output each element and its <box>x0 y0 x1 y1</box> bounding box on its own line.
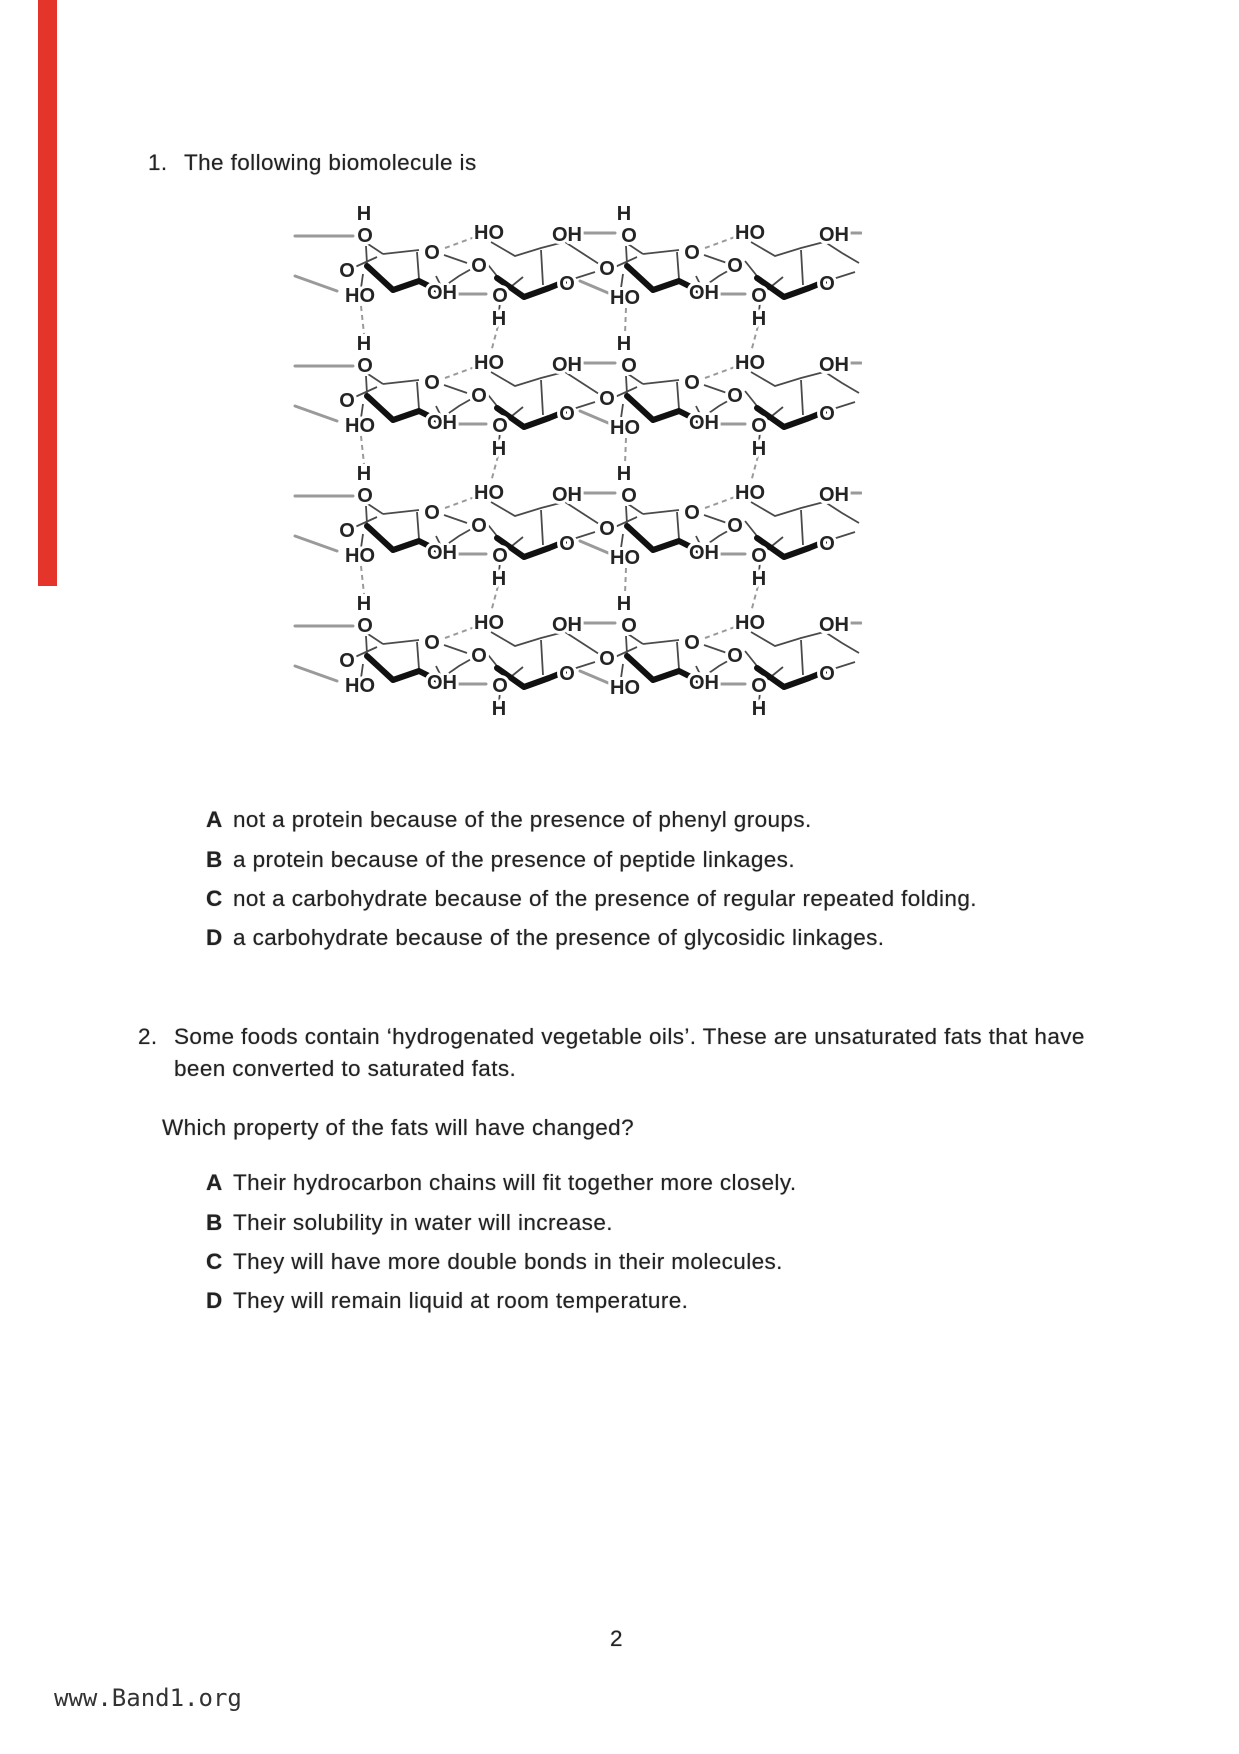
atom-label: O <box>684 242 700 264</box>
atom-label: HO <box>610 677 640 699</box>
atom-label: O <box>751 285 767 307</box>
atom-label: O <box>492 675 508 697</box>
atom-label: OH <box>552 224 582 246</box>
atom-label: HO <box>610 417 640 439</box>
atom-label: OH <box>689 412 719 434</box>
atom-label: OH <box>427 672 457 694</box>
q1-option-d <box>206 923 884 953</box>
question-1-title <box>148 148 477 178</box>
atom-label: HO <box>345 675 375 697</box>
atom-label: O <box>621 355 637 377</box>
atom-label: O <box>621 225 637 247</box>
atom-label: H <box>616 593 632 615</box>
atom-label: H <box>616 333 632 355</box>
glucose-chain-row <box>295 333 861 482</box>
atom-label: O <box>357 355 373 377</box>
atom-label: O <box>684 502 700 524</box>
q2-option-a-text: Their hydrocarbon chains will fit together more closely. <box>233 1170 797 1195</box>
atom-label: O <box>751 545 767 567</box>
atom-label: HO <box>610 547 640 569</box>
atom-label: O <box>819 663 835 685</box>
atom-label: O <box>424 632 440 654</box>
q2-option-b-text: Their solubility in water will increase. <box>233 1210 613 1235</box>
glucose-chain-row <box>295 463 861 612</box>
atom-label: H <box>751 568 767 590</box>
atom-label: O <box>424 242 440 264</box>
atom-label: O <box>471 255 487 277</box>
q1-option-d-text: a carbohydrate because of the presence of glycosidic linkages. <box>233 925 885 950</box>
atom-label: OH <box>427 542 457 564</box>
atom-label: O <box>339 520 355 542</box>
atom-label: H <box>616 203 632 225</box>
question-1-number: 1. <box>148 150 168 175</box>
atom-label: HO <box>735 222 765 244</box>
atom-label: H <box>751 438 767 460</box>
q1-option-c-label: C <box>206 886 223 911</box>
q1-option-b <box>206 845 795 875</box>
atom-label: O <box>684 372 700 394</box>
atom-label: H <box>751 698 767 720</box>
atom-label: H <box>751 308 767 330</box>
atom-label: O <box>339 390 355 412</box>
q1-option-b-label: B <box>206 847 223 872</box>
q1-option-c-text: not a carbohydrate because of the presence of regular repeated folding. <box>233 886 977 911</box>
atom-label: O <box>357 615 373 637</box>
atom-label: OH <box>689 542 719 564</box>
atom-label: O <box>357 485 373 507</box>
atom-label: O <box>559 663 575 685</box>
atom-label: HO <box>474 612 504 634</box>
atom-label: O <box>599 648 615 670</box>
atom-label: O <box>424 372 440 394</box>
atom-label: OH <box>819 224 849 246</box>
q1-option-b-text: a protein because of the presence of peptide linkages. <box>233 847 795 872</box>
q2-option-c <box>206 1247 783 1277</box>
atom-label: OH <box>689 282 719 304</box>
atom-label: H <box>491 698 507 720</box>
atom-label: O <box>727 515 743 537</box>
atom-label: OH <box>552 614 582 636</box>
q2-option-d <box>206 1286 688 1316</box>
glucose-chain-row <box>295 203 861 352</box>
atom-label: HO <box>474 482 504 504</box>
atom-label: O <box>471 385 487 407</box>
atom-label: O <box>727 255 743 277</box>
question-2-block <box>138 1022 1085 1084</box>
atom-label: O <box>559 533 575 555</box>
atom-label: H <box>616 463 632 485</box>
atom-label: OH <box>819 484 849 506</box>
atom-label: O <box>819 403 835 425</box>
page-number: 2 <box>610 1626 623 1651</box>
atom-label: HO <box>474 352 504 374</box>
atom-label: OH <box>552 484 582 506</box>
atom-label: O <box>492 285 508 307</box>
atom-label: O <box>559 273 575 295</box>
atom-label: HO <box>735 612 765 634</box>
atom-label: OH <box>689 672 719 694</box>
q2-option-b <box>206 1208 613 1238</box>
q1-option-a-text: not a protein because of the presence of phenyl groups. <box>233 807 812 832</box>
atom-label: OH <box>427 412 457 434</box>
atom-label: O <box>492 415 508 437</box>
atom-label: H <box>356 463 372 485</box>
q2-option-c-text: They will have more double bonds in their molecules. <box>233 1249 783 1274</box>
cellulose-structure-diagram <box>277 196 862 720</box>
atom-label: HO <box>345 415 375 437</box>
atom-label: OH <box>819 614 849 636</box>
atom-label: O <box>339 260 355 282</box>
q2-option-b-label: B <box>206 1210 223 1235</box>
atom-label: HO <box>735 482 765 504</box>
red-margin-stripe <box>38 0 57 586</box>
q1-option-a <box>206 805 812 835</box>
atom-label: H <box>356 203 372 225</box>
q1-option-a-label: A <box>206 807 223 832</box>
atom-label: O <box>727 645 743 667</box>
atom-label: O <box>819 533 835 555</box>
atom-label: O <box>819 273 835 295</box>
question-2-line2: been converted to saturated fats. <box>174 1056 517 1081</box>
atom-label: O <box>559 403 575 425</box>
q2-option-c-label: C <box>206 1249 223 1274</box>
atom-label: O <box>751 675 767 697</box>
atom-label: O <box>357 225 373 247</box>
atom-label: OH <box>552 354 582 376</box>
atom-label: O <box>424 502 440 524</box>
atom-label: H <box>491 568 507 590</box>
atom-label: HO <box>345 545 375 567</box>
q2-option-a <box>206 1168 796 1198</box>
q2-option-d-label: D <box>206 1288 223 1313</box>
atom-label: O <box>599 388 615 410</box>
atom-label: OH <box>427 282 457 304</box>
atom-label: HO <box>735 352 765 374</box>
q1-option-d-label: D <box>206 925 223 950</box>
atom-label: O <box>751 415 767 437</box>
atom-label: O <box>599 258 615 280</box>
atom-label: O <box>621 615 637 637</box>
atom-label: H <box>356 593 372 615</box>
glucose-chain-row <box>295 593 861 720</box>
footer-site-link[interactable]: www.Band1.org <box>54 1684 242 1712</box>
atom-label: O <box>599 518 615 540</box>
question-2-number: 2. <box>138 1024 158 1049</box>
atom-label: O <box>727 385 743 407</box>
atom-label: H <box>356 333 372 355</box>
atom-label: OH <box>819 354 849 376</box>
question-1-text: The following biomolecule is <box>184 150 477 175</box>
atom-label: HO <box>474 222 504 244</box>
atom-label: O <box>471 515 487 537</box>
q2-option-d-text: They will remain liquid at room temperature. <box>233 1288 689 1313</box>
q2-option-a-label: A <box>206 1170 223 1195</box>
atom-label: O <box>471 645 487 667</box>
question-2-line1: Some foods contain ‘hydrogenated vegetable oils’. These are unsaturated fats that have <box>174 1024 1085 1049</box>
atom-label: O <box>492 545 508 567</box>
atom-label: HO <box>345 285 375 307</box>
q1-option-c <box>206 884 977 914</box>
question-2-subquestion: Which property of the fats will have changed? <box>162 1115 634 1140</box>
atom-label: H <box>491 308 507 330</box>
atom-label: H <box>491 438 507 460</box>
molecule-svg <box>277 196 862 720</box>
atom-label: O <box>684 632 700 654</box>
atom-label: O <box>621 485 637 507</box>
atom-label: O <box>339 650 355 672</box>
atom-label: HO <box>610 287 640 309</box>
